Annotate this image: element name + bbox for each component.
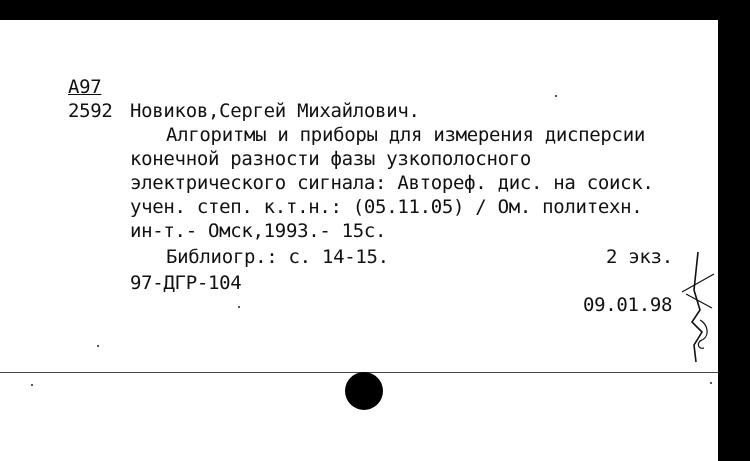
title-line-3: электрического сигнала: Автореф. дис. на соиск. — [130, 172, 654, 194]
copies-count: 2 экз. — [606, 246, 673, 268]
speck — [710, 382, 712, 384]
title-line-2: конечной разности фазы узкополосного — [130, 148, 532, 170]
speck — [97, 345, 99, 347]
bibliography-note: Библиогр.: с. 14-15. — [166, 246, 389, 268]
entry-date: 09.01.98 — [583, 294, 673, 316]
acquisition-code: 97-ДГР-104 — [130, 272, 242, 294]
inventory-number: 2592 — [68, 100, 113, 122]
speck — [555, 95, 557, 97]
title-line-4: учен. степ. к.т.н.: (05.11.05) / Ом. политехн. — [130, 196, 643, 218]
catalog-card — [0, 20, 718, 461]
author: Новиков,Сергей Михайлович. — [130, 100, 420, 122]
title-line-5: ин-т.- Омск,1993.- 15с. — [130, 220, 387, 242]
speck — [31, 384, 33, 386]
handwritten-signature-icon — [680, 250, 716, 365]
shelfmark: А97 — [68, 76, 102, 98]
speck — [238, 306, 240, 308]
title-line-1: Алгоритмы и приборы для измерения дисперсии — [166, 124, 645, 146]
card-punch-hole — [345, 372, 383, 410]
